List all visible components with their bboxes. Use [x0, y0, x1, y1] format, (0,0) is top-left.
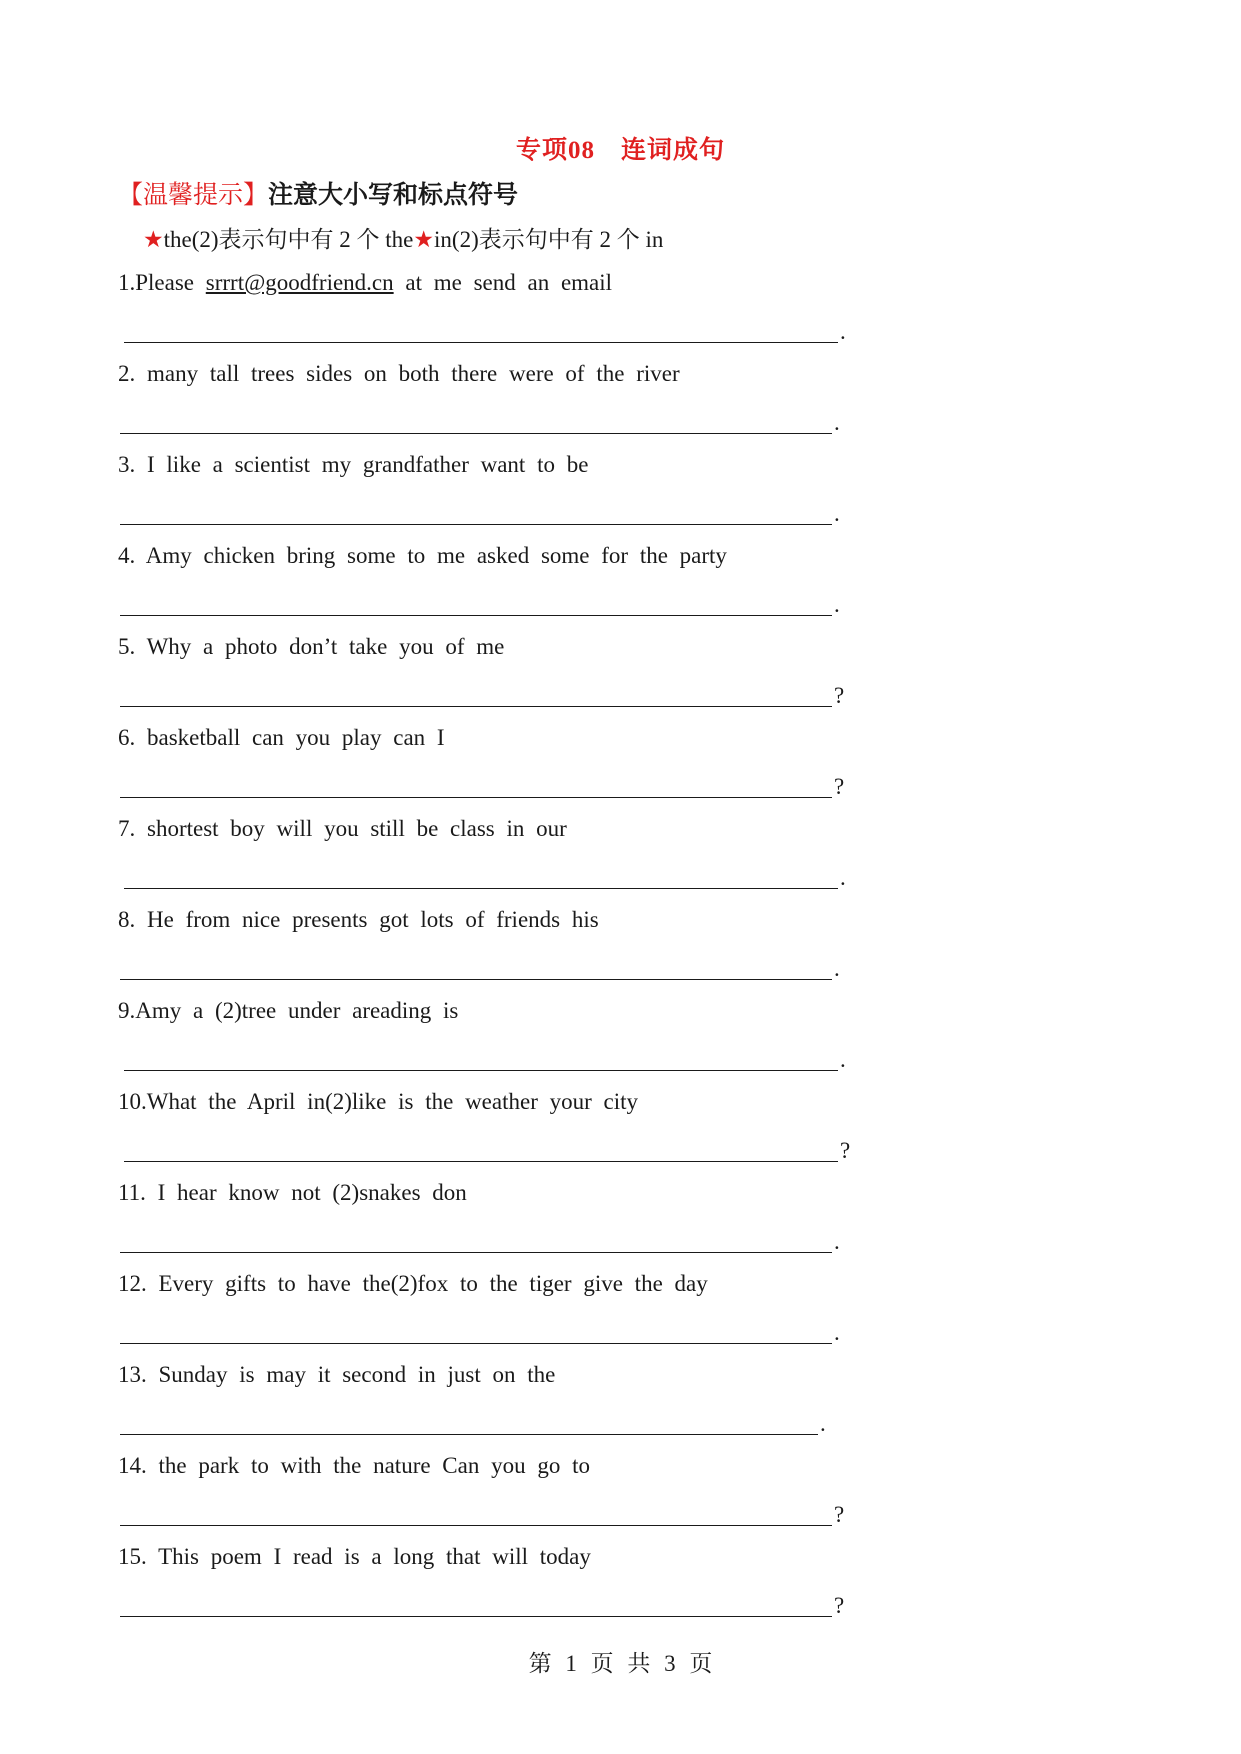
note-part-2: in(2)表示句中有 2 个 in [434, 227, 664, 252]
answer-blank[interactable]: ? [120, 1496, 844, 1526]
question-text: 6. basketball can you play can I [118, 725, 445, 750]
question-11 [118, 1178, 878, 1254]
question-1 [118, 268, 878, 344]
question-text: 13. Sunday is may it second in just on the [118, 1362, 556, 1387]
question-9 [118, 996, 878, 1072]
answer-blank[interactable]: . [124, 1041, 846, 1071]
question-text: 1.Please srrrt@goodfriend.cn at me send an email [118, 270, 613, 295]
question-text: 3. I like a scientist my grandfather want to be [118, 452, 589, 477]
answer-blank[interactable]: ? [120, 1587, 844, 1617]
tip-text: 注意大小写和标点符号 [268, 182, 519, 209]
note-part-1: the(2)表示句中有 2 个 the [163, 227, 414, 252]
question-8 [118, 905, 878, 981]
answer-blank[interactable]: ? [120, 677, 844, 707]
question-text: 10.What the April in(2)like is the weather your city [118, 1089, 639, 1114]
tip-label: 【温馨提示】 [118, 182, 269, 209]
question-text: 5. Why a photo don’t take you of me [118, 634, 505, 659]
page-footer: 第 1 页 共 3 页 [528, 1651, 713, 1676]
answer-blank[interactable]: . [120, 586, 840, 616]
question-14 [118, 1451, 878, 1527]
question-text: 12. Every gifts to have the(2)fox to the tiger give the day [118, 1271, 708, 1296]
answer-blank[interactable]: ? [120, 768, 844, 798]
question-text: 14. the park to with the nature Can you go to [118, 1453, 591, 1478]
question-text: 4. Amy chicken bring some to me asked some for the party [118, 543, 727, 568]
star-icon: ★ [143, 227, 164, 252]
tip-line [118, 178, 518, 214]
question-10 [118, 1087, 878, 1163]
answer-blank[interactable]: . [120, 495, 840, 525]
answer-blank[interactable]: . [120, 1223, 840, 1253]
answer-blank[interactable]: . [124, 313, 846, 343]
question-2 [118, 359, 878, 435]
page-title: 专项08 连词成句 [515, 137, 725, 164]
answer-blank[interactable]: . [124, 859, 846, 889]
answer-blank[interactable]: . [120, 1405, 826, 1435]
question-text: 2. many tall trees sides on both there were of the river [118, 361, 680, 386]
question-3 [118, 450, 878, 526]
answer-blank[interactable]: . [120, 950, 840, 980]
question-4 [118, 541, 878, 617]
question-text: 9.Amy a (2)tree under areading is [118, 998, 459, 1023]
question-text: 7. shortest boy will you still be class in our [118, 816, 567, 841]
answer-blank[interactable]: . [120, 404, 840, 434]
star-icon: ★ [413, 227, 435, 252]
question-15 [118, 1542, 878, 1618]
question-text: 8. He from nice presents got lots of friends his [118, 907, 599, 932]
question-7 [118, 814, 878, 890]
question-text: 11. I hear know not (2)snakes don [118, 1180, 467, 1205]
answer-blank[interactable]: . [120, 1314, 840, 1344]
question-13 [118, 1360, 878, 1436]
question-12 [118, 1269, 878, 1345]
email-link[interactable]: srrrt@goodfriend.cn [205, 270, 394, 295]
question-5 [118, 632, 878, 708]
question-text: 15. This poem I read is a long that will today [118, 1544, 591, 1569]
answer-blank[interactable]: ? [124, 1132, 850, 1162]
question-6 [118, 723, 878, 799]
note-line [143, 223, 663, 257]
